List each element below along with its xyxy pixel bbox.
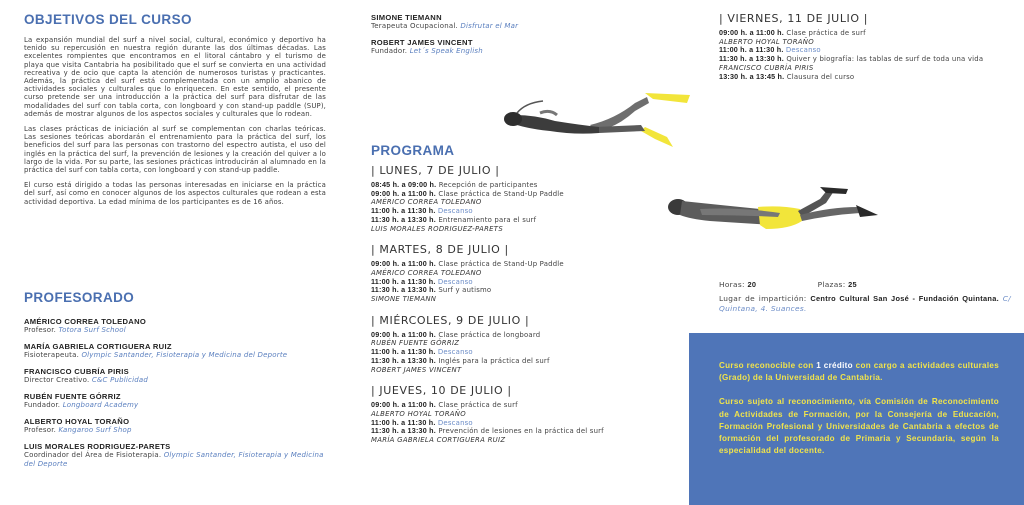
faculty-member bbox=[24, 392, 329, 410]
places-value: 25 bbox=[848, 280, 857, 289]
faculty-heading: PROFESORADO bbox=[24, 290, 135, 305]
slot-break: Descanso bbox=[437, 418, 473, 427]
objectives-paragraph-1: La expansión mundial del surf a nivel social, cultural, económico y deportivo ha tenido su repercusión en nuestra región durante las dos últimas décadas. Las excelentes rompientes que encontramos en el litoral cántabro y el turismo de playa que visita Cantabria ha posibilitado que el surf se convierta en una actividad recreativa y de ocio que capta la atención de numerosos turistas y practicantes. Además, la práctica del surf está complementada con un amplio abanico de actividades sociales y culturales que lo enriquecen. En este sentido, el presente curso pretende ser una introducción a la práctica del surf para disfrutar de las modalidades del surf con tabla corta, con longboard y con stand-up paddle (SUP), además de mostrar algunos de los aspectos sociales y culturales que lo rodean. bbox=[24, 36, 326, 118]
recognition-text: con cargo a actividades culturales (Grado) de la Universidad de Cantabria. bbox=[719, 361, 1000, 383]
column-objectives bbox=[24, 0, 326, 213]
program-schedule-continued bbox=[719, 12, 1011, 91]
day-title: | MIÉRCOLES, 9 DE JULIO | bbox=[371, 313, 530, 327]
recognition-teacher-training: Curso sujeto al reconocimiento, vía Comisión de Reconocimiento de Actividades de Formación, por la Consejería de Educación, Formación Profesional y Universidades de Cantabria a efectos de formación del profesorado de Primaria y Secundaria, según la especialidad del docente. bbox=[719, 397, 999, 456]
schedule-slot bbox=[371, 357, 671, 366]
slot-time: 11:00 h. a 11:30 h. bbox=[371, 347, 436, 357]
slot-activity: Clausura del curso bbox=[786, 72, 855, 81]
objectives-paragraph-2: Las clases prácticas de iniciación al surf se complementan con charlas teóricas. Las sesiones teóricas abordarán el entrenamiento para la práctica del surf, los beneficios del surf para las personas con trastorno del espectro autista, el uso del inglés en la práctica del surf, la prevención de lesiones y la creación del quiver a lo largo de la vida. Por su parte, las sesiones prácticas introducirán al alumnado en la práctica del surf con tabla corta, con longboard y con stand-up paddle. bbox=[24, 125, 326, 175]
slot-time: 11:00 h. a 11:30 h. bbox=[371, 206, 436, 216]
credits-value: 1 crédito bbox=[816, 361, 853, 370]
slot-activity: Clase práctica de surf bbox=[438, 401, 518, 410]
schedule-slot bbox=[371, 260, 671, 269]
schedule-slot bbox=[719, 73, 1011, 82]
recognition-credits bbox=[719, 360, 999, 384]
faculty-organization: Let´s Speak English bbox=[409, 47, 483, 55]
venue-label: Lugar de impartición: bbox=[719, 294, 807, 303]
faculty-role: Profesor. bbox=[24, 426, 57, 434]
slot-time: 11:00 h. a 11:30 h. bbox=[719, 45, 784, 55]
faculty-member bbox=[24, 417, 329, 435]
faculty-role: Fundador. bbox=[24, 401, 61, 409]
objectives-heading: OBJETIVOS DEL CURSO bbox=[24, 12, 192, 27]
day-title: | MARTES, 8 DE JULIO | bbox=[371, 243, 509, 257]
slot-instructor: AMÉRICO CORREA TOLEDANO bbox=[371, 268, 482, 277]
slot-instructor: MARÍA GABRIELA CORTIGUERA RUIZ bbox=[371, 436, 506, 445]
slot-time: 09:00 h. a 11:00 h. bbox=[719, 28, 784, 37]
slot-time: 11:30 h. a 13:30 h. bbox=[371, 426, 436, 436]
faculty-organization: Olympic Santander, Fisioterapia y Medicina del Deporte bbox=[24, 451, 324, 468]
slot-time: 11:00 h. a 11:30 h. bbox=[371, 417, 436, 427]
venue-row bbox=[719, 294, 1011, 314]
diver-illustration-top bbox=[495, 85, 695, 150]
faculty-member bbox=[24, 442, 329, 469]
day-title: | LUNES, 7 DE JULIO | bbox=[371, 164, 500, 177]
swimmer-illustration-right bbox=[660, 185, 880, 240]
day-schedule-tuesday bbox=[371, 243, 671, 304]
faculty-name: FRANCISCO CUBRÍA PIRIS bbox=[24, 367, 130, 376]
hours-label: Horas: bbox=[719, 280, 745, 289]
faculty-organization: Olympic Santander, Fisioterapia y Medicina del Deporte bbox=[81, 351, 288, 359]
slot-instructor: AMÉRICO CORREA TOLEDANO bbox=[371, 198, 482, 207]
faculty-name: LUIS MORALES RODRIGUEZ-PARETS bbox=[24, 442, 171, 451]
slot-time: 09:00 h. a 11:00 h. bbox=[371, 259, 436, 269]
slot-time: 11:30 h. a 13:30 h. bbox=[719, 54, 784, 64]
slot-instructor: ALBERTO HOYAL TORAÑO bbox=[371, 409, 466, 418]
faculty-organization: Disfrutar el Mar bbox=[460, 22, 519, 30]
faculty-organization: Longboard Academy bbox=[62, 401, 139, 409]
slot-activity: Prevención de lesiones en la práctica del surf bbox=[438, 427, 604, 436]
slot-time: 13:30 h. a 13:45 h. bbox=[719, 71, 785, 81]
faculty-name: AMÉRICO CORREA TOLEDANO bbox=[24, 317, 147, 326]
faculty-name: ALBERTO HOYAL TORAÑO bbox=[24, 417, 130, 426]
faculty-name: ROBERT JAMES VINCENT bbox=[371, 38, 473, 47]
slot-instructor: ROBERT JAMES VINCENT bbox=[371, 365, 462, 374]
slot-activity: Clase práctica de Stand-Up Paddle bbox=[438, 260, 564, 269]
day-schedule-wednesday bbox=[371, 314, 671, 375]
faculty-member bbox=[24, 317, 329, 335]
day-schedule-friday bbox=[719, 12, 1011, 81]
faculty-role: Terapeuta Ocupacional. bbox=[371, 22, 458, 30]
faculty-member bbox=[24, 342, 329, 360]
faculty-member bbox=[24, 367, 329, 385]
program-heading: PROGRAMA bbox=[371, 143, 455, 158]
recognition-box bbox=[689, 333, 1024, 505]
faculty-organization: C&C Publicidad bbox=[91, 376, 149, 384]
faculty-section-continued bbox=[371, 13, 671, 63]
faculty-name: RUBÉN FUENTE GÓRRIZ bbox=[24, 392, 121, 401]
slot-activity: Clase práctica de Stand-Up Paddle bbox=[438, 189, 564, 198]
slot-time: 09:00 h. a 11:00 h. bbox=[371, 329, 436, 339]
venue-name: Centro Cultural San José - Fundación Quintana. bbox=[810, 294, 999, 303]
slot-activity: Clase práctica de longboard bbox=[438, 330, 541, 339]
hours-places-row bbox=[719, 280, 1011, 290]
faculty-organization: Kangaroo Surf Shop bbox=[58, 426, 132, 434]
schedule-slot bbox=[371, 427, 641, 436]
slot-activity: Clase práctica de surf bbox=[786, 29, 866, 37]
slot-break: Descanso bbox=[437, 207, 473, 216]
course-info bbox=[719, 280, 1011, 314]
faculty-role: Director Creativo. bbox=[24, 376, 90, 384]
slot-time: 11:00 h. a 11:30 h. bbox=[371, 276, 436, 286]
slot-activity: Surf y autismo bbox=[438, 286, 492, 295]
faculty-name: SIMONE TIEMANN bbox=[371, 13, 442, 22]
faculty-organization: Totora Surf School bbox=[58, 326, 126, 334]
schedule-slot bbox=[371, 401, 671, 410]
slot-activity: Recepción de participantes bbox=[438, 181, 538, 189]
faculty-section bbox=[24, 290, 329, 476]
faculty-role: Coordinador del Área de Fisioterapia. bbox=[24, 451, 162, 459]
slot-instructor: FRANCISCO CUBRÍA PIRIS bbox=[719, 63, 814, 72]
slot-time: 11:30 h. a 13:30 h. bbox=[371, 355, 436, 365]
faculty-member bbox=[371, 38, 671, 56]
faculty-role: Profesor. bbox=[24, 326, 57, 334]
schedule-slot bbox=[719, 29, 1011, 38]
objectives-paragraph-3: El curso está dirigido a todas las personas interesadas en iniciarse en la práctica del surf, así como en conocer algunos de los aspectos culturales que rodean a esta actividad deportiva. La edad mínima de los participantes es de 16 años. bbox=[24, 181, 326, 206]
slot-break: Descanso bbox=[785, 46, 821, 55]
schedule-slot bbox=[719, 55, 1011, 64]
places-label: Plazas: bbox=[817, 280, 846, 289]
slot-activity: Entrenamiento para el surf bbox=[438, 215, 537, 224]
day-schedule-thursday bbox=[371, 384, 671, 445]
slot-time: 11:30 h. a 13:30 h. bbox=[371, 285, 436, 295]
slot-break: Descanso bbox=[437, 348, 473, 357]
program-schedule bbox=[371, 164, 671, 455]
faculty-name: MARÍA GABRIELA CORTIGUERA RUIZ bbox=[24, 342, 172, 351]
slot-activity: Quiver y biografía: las tablas de surf de toda una vida bbox=[786, 55, 984, 64]
slot-time: 09:00 h. a 11:00 h. bbox=[371, 400, 436, 410]
hours-value: 20 bbox=[747, 280, 757, 289]
venue-address: C/ Quintana, 4. Suances. bbox=[719, 294, 1011, 313]
slot-time: 11:30 h. a 13:30 h. bbox=[371, 214, 436, 224]
day-title: | JUEVES, 10 DE JULIO | bbox=[371, 384, 512, 398]
schedule-slot bbox=[371, 286, 671, 295]
day-schedule-monday bbox=[371, 164, 671, 233]
slot-instructor: SIMONE TIEMANN bbox=[371, 295, 437, 304]
schedule-slot bbox=[371, 216, 671, 225]
slot-instructor: RUBÉN FUENTE GÓRRIZ bbox=[371, 339, 460, 348]
slot-time: 08:45 h. a 09:00 h. bbox=[371, 180, 437, 189]
recognition-text: Curso reconocible con bbox=[719, 361, 817, 370]
day-title: | VIERNES, 11 DE JULIO | bbox=[719, 12, 869, 25]
slot-activity: Inglés para la práctica del surf bbox=[438, 356, 550, 365]
faculty-member bbox=[371, 13, 671, 31]
slot-time: 09:00 h. a 11:00 h. bbox=[371, 188, 436, 198]
slot-instructor: LUIS MORALES RODRIGUEZ-PARETS bbox=[371, 224, 503, 233]
faculty-role: Fundador. bbox=[371, 47, 408, 55]
slot-break: Descanso bbox=[437, 277, 473, 286]
slot-instructor: ALBERTO HOYAL TORAÑO bbox=[719, 37, 814, 46]
faculty-role: Fisioterapeuta. bbox=[24, 351, 80, 359]
